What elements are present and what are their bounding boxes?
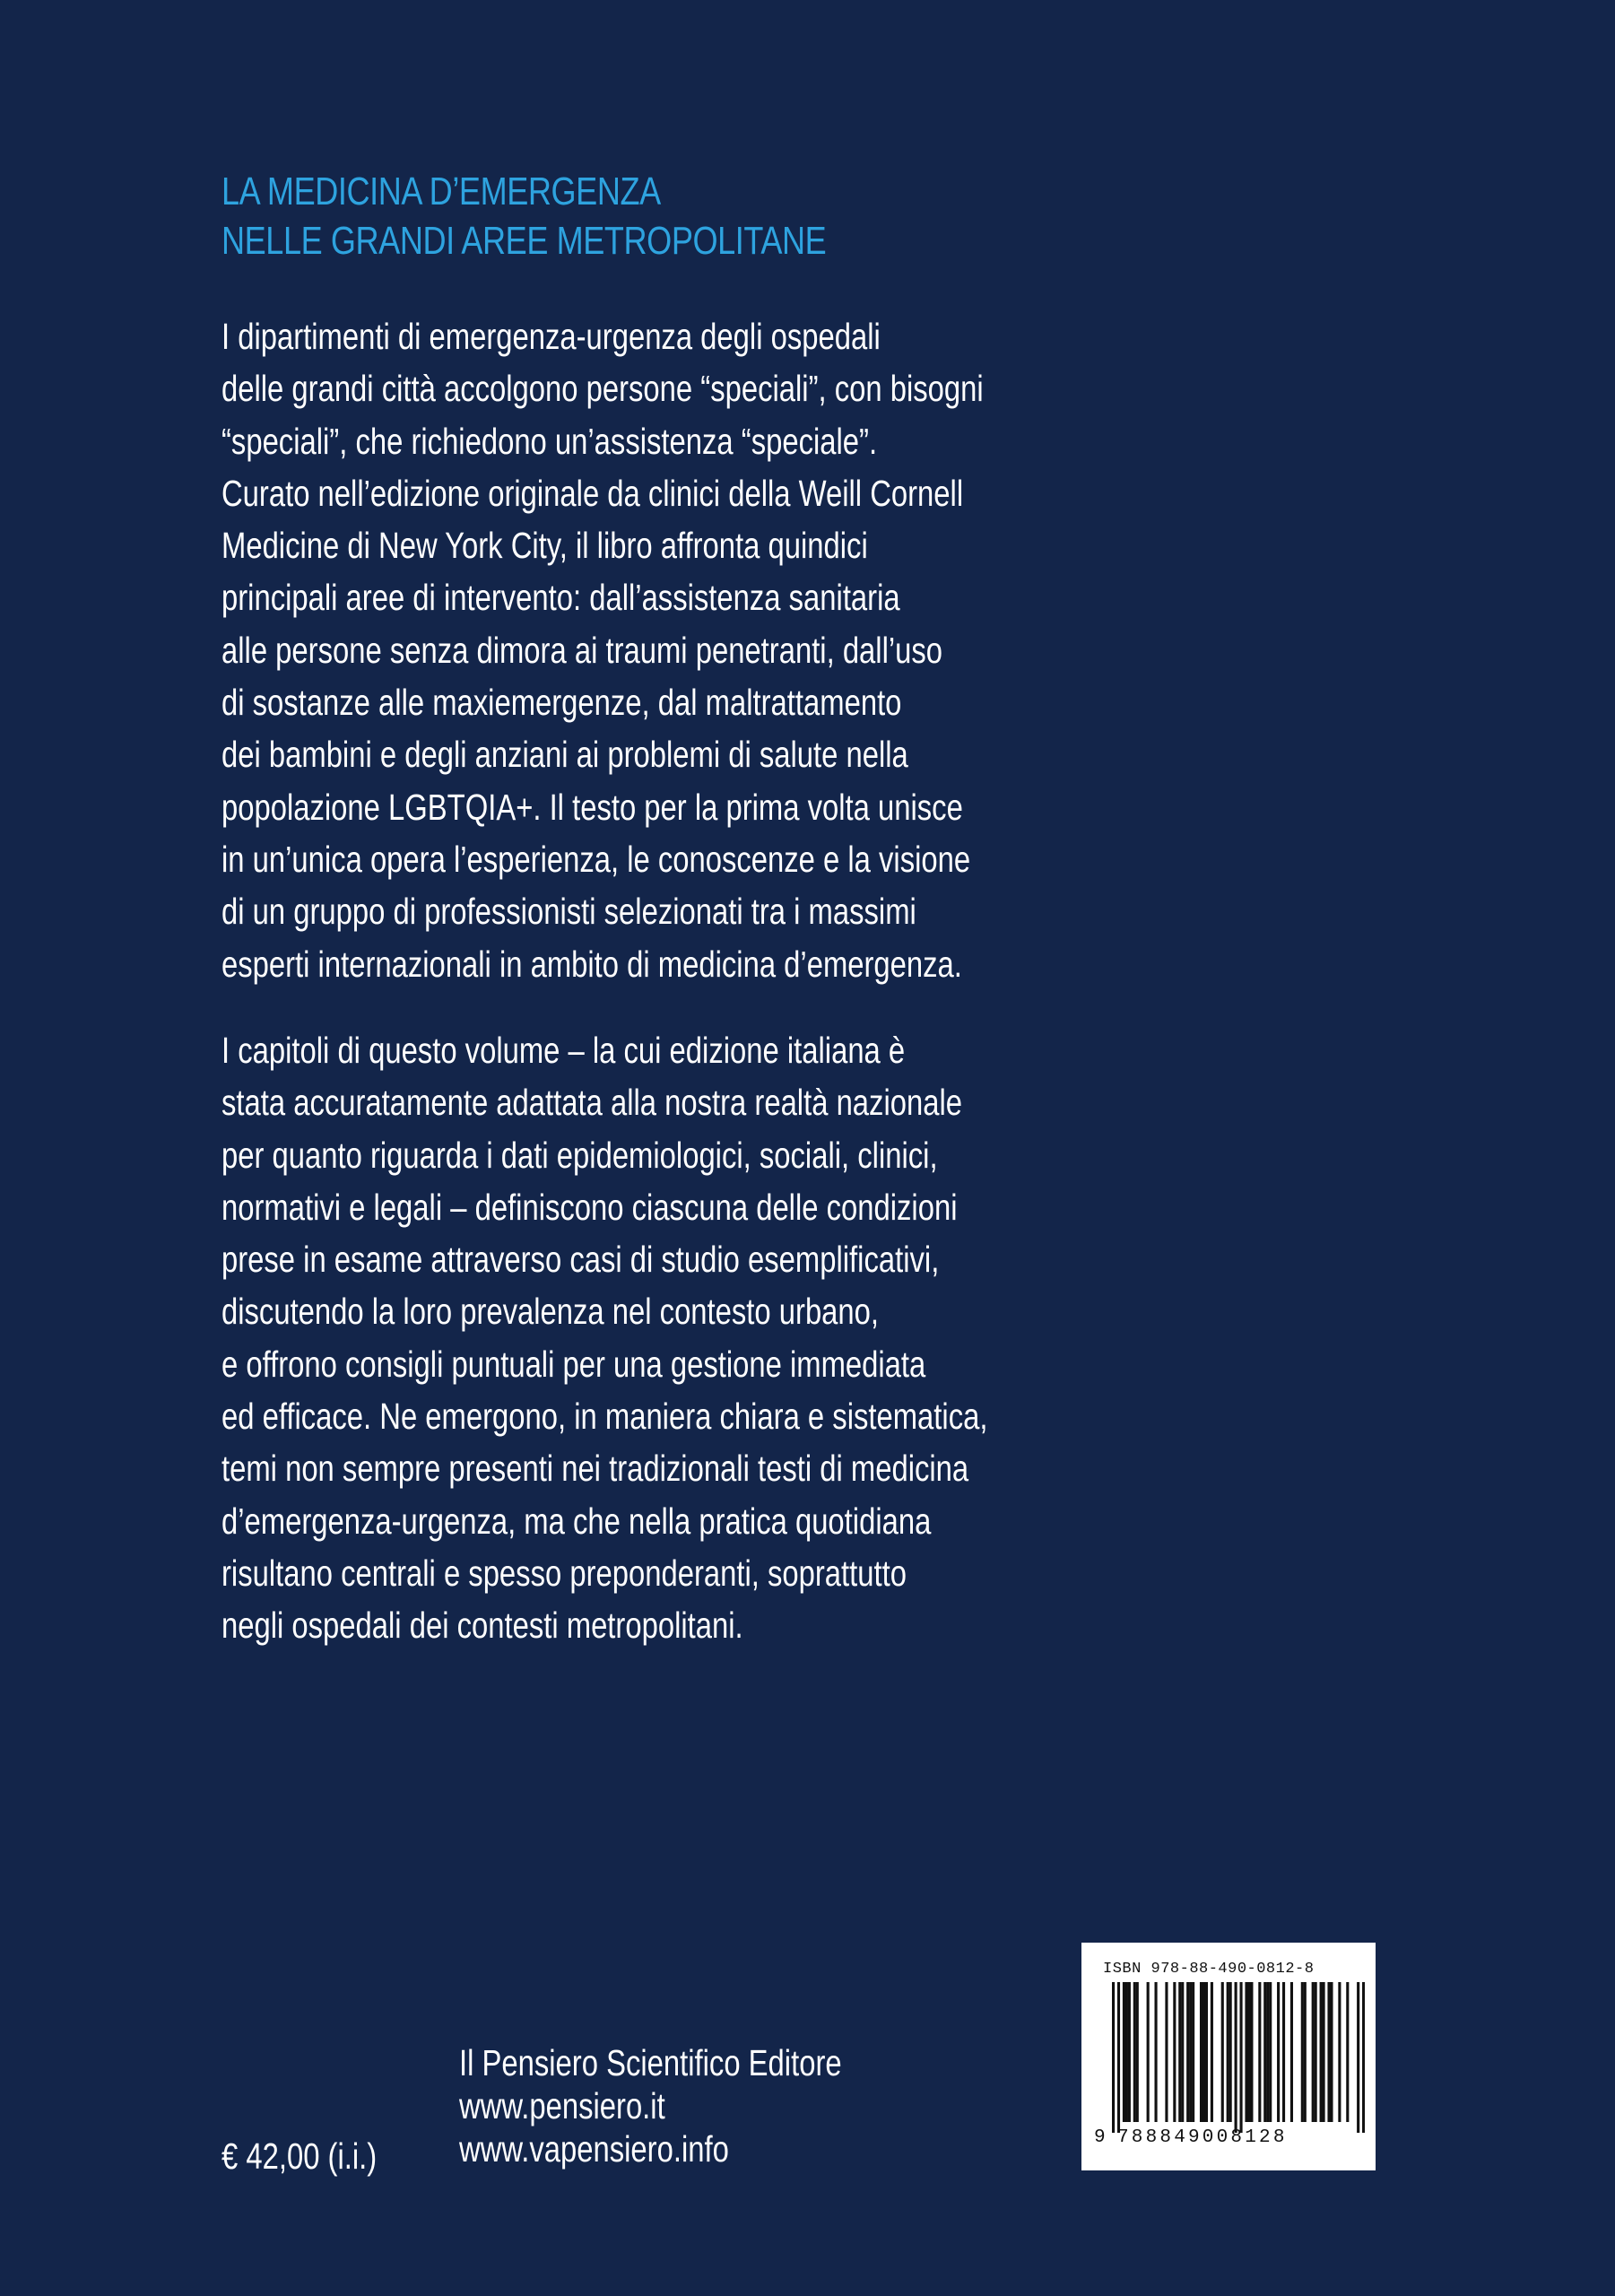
text-line: di sostanze alle maxiemergenze, dal maltrattamento [221,682,902,724]
barcode-bar [1173,1982,1176,2122]
isbn-barcode [1081,1943,1376,2170]
text-line: “speciali”, che richiedono un’assistenza “speciale”. [221,420,878,462]
barcode-bar [1312,1982,1315,2122]
barcode-bar [1258,1982,1261,2122]
text-line: principali aree di intervento: dall’assistenza sanitaria [221,577,900,619]
barcode-bar [1269,1982,1272,2122]
description-paragraph-2 [221,1024,1025,1652]
text-line: in un’unica opera l’esperienza, le conoscenze e la visione [221,838,971,880]
barcode-bar [1147,1982,1150,2122]
heading-line: NELLE GRANDI AREE METROPOLITANE [221,219,827,263]
barcode-bar [1277,1982,1280,2122]
barcode-bar [1282,1982,1285,2122]
barcode-bar [1205,1982,1208,2122]
publisher-website: www.pensiero.it [459,2085,665,2126]
barcode-digits-rest: 788849008128 [1117,2127,1288,2148]
text-line: temi non sempre presenti nei tradizionali testi di medicina [221,1448,969,1490]
barcode-guard-bar [1235,1982,1237,2133]
barcode-bar [1315,1982,1317,2122]
barcode-bar [1136,1982,1139,2122]
barcode-bar [1338,1982,1341,2122]
barcode-bar [1133,1982,1136,2122]
barcode-digit-first: 9 [1094,2127,1106,2148]
barcode-bar [1123,1982,1125,2122]
text-line: per quanto riguarda i dati epidemiologici, sociali, clinici, [221,1134,938,1176]
publisher-website: www.vapensiero.info [459,2128,729,2170]
text-line: Medicine di New York City, il libro affronta quindici [221,525,868,567]
barcode-bar [1266,1982,1269,2122]
barcode-bar [1178,1982,1181,2122]
barcode-bar [1304,1982,1307,2122]
barcode-bar [1189,1982,1192,2122]
barcode-bar [1200,1982,1203,2122]
price-label: € 42,00 (i.i.) [221,2135,378,2177]
barcode-guard-bar [1357,1982,1359,2133]
text-line: esperti internazionali in ambito di medicina d’emergenza. [221,943,962,985]
barcode-bar [1154,1982,1157,2122]
barcode-bar [1181,1982,1184,2122]
barcode-bars [1092,1982,1365,2133]
text-line: discutendo la loro prevalenza nel contesto urbano, [221,1291,880,1333]
barcode-bar [1125,1982,1128,2122]
heading-line: LA MEDICINA D’EMERGENZA [221,170,661,213]
barcode-bar [1263,1982,1266,2122]
text-line: popolazione LGBTQIA+. Il testo per la prima volta unisce [221,786,963,828]
barcode-bar [1128,1982,1131,2122]
barcode-guard-bar [1112,1982,1115,2133]
text-line: prese in esame attraverso casi di studio esemplificativi, [221,1239,940,1281]
text-line: stata accuratamente adattata alla nostra realtà nazionale [221,1082,962,1124]
text-line: d’emergenza-urgenza, ma che nella pratica quotidiana [221,1500,932,1542]
barcode-guard-bar [1362,1982,1365,2133]
text-line: di un gruppo di professionisti selezionati tra i massimi [221,891,916,933]
barcode-bar [1247,1982,1250,2122]
publisher-name: Il Pensiero Scientifico Editore [459,2042,842,2083]
barcode-bar [1221,1982,1224,2122]
barcode-bar [1186,1982,1189,2122]
barcode-bar [1229,1982,1232,2122]
text-line: delle grandi città accolgono persone “speciali”, con bisogni [221,368,984,410]
barcode-bar [1245,1982,1247,2122]
text-line: risultano centrali e spesso preponderanti, soprattutto [221,1552,907,1594]
text-line: dei bambini e degli anziani ai problemi di salute nella [221,734,908,776]
text-line: alle persone senza dimora ai traumi penetranti, dall’uso [221,629,943,671]
barcode-bar [1330,1982,1333,2122]
barcode-guard-bar [1239,1982,1242,2133]
description-paragraph-1 [221,310,1025,990]
isbn-label: ISBN 978-88-490-0812-8 [1103,1961,1315,1978]
text-line: ed efficace. Ne emergono, in maniera chiara e sistematica, [221,1396,988,1438]
barcode-bar [1227,1982,1229,2122]
barcode-bar [1165,1982,1168,2122]
barcode-bar [1211,1982,1213,2122]
text-line: I dipartimenti di emergenza-urgenza degli ospedali [221,316,881,357]
barcode-bar [1250,1982,1253,2122]
barcode-bar [1346,1982,1349,2122]
cover-heading [221,167,957,265]
text-line: negli ospedali dei contesti metropolitani. [221,1605,743,1647]
barcode-bar [1327,1982,1330,2122]
text-line: Curato nell’edizione originale da clinici della Weill Cornell [221,472,964,514]
text-line: normativi e legali – definiscono ciascuna delle condizioni [221,1186,958,1228]
text-line: I capitoli di questo volume – la cui edizione italiana è [221,1030,906,1071]
barcode-bar [1203,1982,1205,2122]
barcode-bar [1301,1982,1304,2122]
barcode-bar [1320,1982,1323,2122]
barcode-bar [1290,1982,1293,2122]
barcode-bar [1192,1982,1194,2122]
text-line: e offrono consigli puntuali per una gestione immediata [221,1343,926,1385]
barcode-guard-bar [1117,1982,1120,2133]
publisher-block [459,2041,842,2170]
barcode-bar [1323,1982,1325,2122]
